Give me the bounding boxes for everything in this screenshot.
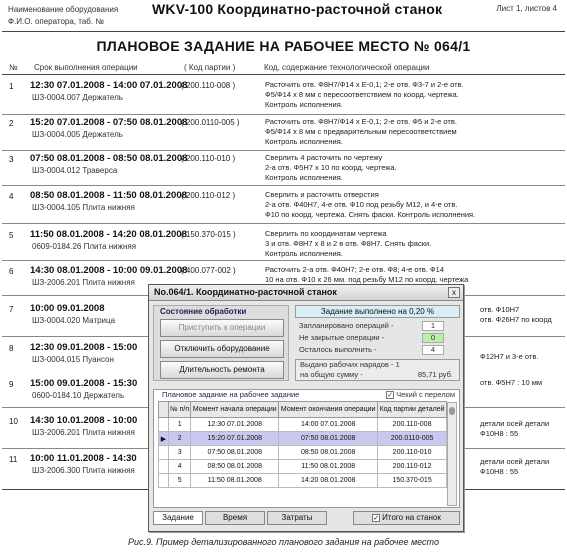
total-amount: 85,71 руб. [417,370,453,379]
document-title: WKV-100 Координатно-расточной станок [152,1,443,17]
op-line: Расточить отв. Ф8Н7/Ф14 х Е-0,1; 2-е отв. Ф3-7 и 2-е отв. [265,80,464,89]
repair-duration-button[interactable]: Длительность ремонта [160,361,284,379]
table-row[interactable] [159,474,447,488]
cell-code: 200.110-012 [378,460,447,474]
columns-rule [2,74,565,75]
op-line: детали осей детали [480,457,550,466]
operation-counts [295,321,460,357]
cell-code: 200.110-008 [378,418,447,432]
op-line: Контроль исполнения. [265,100,343,109]
disable-equipment-button[interactable]: Отключить оборудование [160,340,284,358]
close-icon[interactable]: x [448,287,460,298]
planned-value: 1 [422,321,444,331]
row-rule [2,114,565,115]
op-line: Расточить отв. Ф8Н7/Ф14 х Е-0,1; 2-е отв. Ф5 и 2-е отв. [265,117,457,126]
row-operation [265,153,397,183]
row-rule [2,150,565,151]
row-number: 1 [9,82,14,91]
plan-table-label: Плановое задание на рабочее задание [162,390,300,399]
tab-task[interactable]: Задание [153,511,203,525]
plan-table [158,401,447,488]
op-line: Сверлить по координатам чертежа [265,229,387,238]
plan-table-panel [153,389,460,508]
pointer-col [159,402,169,418]
remaining-count-line [295,345,460,356]
row-part: ШЗ-0004.015 Пуансон [32,355,114,364]
op-line: Ф10Н8 : 55 [480,429,519,438]
col-start[interactable]: Момент начала операции [191,402,279,418]
op-line: отв. Ф26Н7 по коорд [480,315,552,324]
row-rule [2,223,565,224]
row-code: ( 400.077-002 ) [181,266,236,275]
open-label: Не закрытые операции - [299,333,385,342]
row-part: ШЗ-0004.105 Плита нижняя [32,203,135,212]
op-line: Сверлить 4 расточить по чертежу [265,153,383,162]
checkbox-icon[interactable]: ✓ [373,514,380,522]
completion-percent: Задание выполнено на 0,20 % [295,305,460,318]
row-operation [265,190,475,220]
row-operation-tail [480,457,549,477]
row-rule [2,185,565,186]
op-line: 3 и отв. Ф8Н7 х 8 и 2 в отв. Ф8Н7. Снять фаски. [265,239,432,248]
total-label: на общую сумму - [300,370,363,379]
col-header-operation: Код, содержание технологической операции [264,63,430,72]
row-operation-tail [480,352,538,362]
tab-machine-total[interactable] [353,511,460,525]
row-time: 08:50 08.01.2008 - 11:50 08.01.2008 [30,190,187,201]
op-line: отв. Ф10Н7 [480,305,520,314]
row-number: 11 [9,455,18,464]
row-part: 0600-0184.10 Держатель [32,391,125,400]
start-operation-button[interactable]: Приступить к операции [160,319,284,337]
tab-total-label: Итого на станок [382,513,441,522]
col-header-code: ( Код партии ) [184,63,236,72]
document-heading: ПЛАНОВОЕ ЗАДАНИЕ НА РАБОЧЕЕ МЕСТО № 064/1 [96,38,471,54]
cell-end: 07:50 08.01.2008 [279,432,378,446]
tab-costs[interactable]: Затраты [267,511,327,525]
row-time: 14:30 08.01.2008 - 10:00 09.01.2008 [30,265,188,276]
planned-label: Запланировано операций - [299,321,394,330]
row-part: ШЗ-2006.201 Плита нижняя [32,278,135,287]
row-pointer-icon: ▶ [159,432,169,446]
cell-end: 14:00 07.01.2008 [279,418,378,432]
row-number: 4 [9,192,14,201]
filter-checkbox-label: Чекий с перелом [396,390,455,399]
col-end[interactable]: Момент окончания операции [279,402,378,418]
op-line: Ф5/Ф14 х 8 мм с пересоответствием по коорд. чертежа. [265,90,459,99]
row-number: 7 [9,305,14,314]
window-titlebar[interactable] [149,285,463,301]
row-operation [265,265,468,285]
row-time: 10:00 11.01.2008 - 14:30 [30,453,137,464]
row-number: 6 [9,267,14,276]
row-operation-tail [480,378,542,388]
remaining-value: 4 [422,345,444,355]
issued-line: Выдано рабочих нарядов - 1 [300,360,400,369]
row-time: 07:50 08.01.2008 - 08:50 08.01.2008 [30,153,188,164]
table-scrollbar[interactable] [447,402,457,506]
figure-caption: Рис.9. Пример детализированного планового задания на рабочее место [128,537,439,547]
row-code: ( 150.370-015 ) [181,230,236,239]
window-title: No.064/1. Координатно-расточной станок [154,287,337,297]
op-line: Ф10Н8 : 55 [480,467,519,476]
op-line: Ф10 по коорд. чертежа. Снять фаски. Контроль исполнения. [265,210,476,219]
row-rule [2,260,565,261]
op-line: 10 на отв. Ф10 х 26 мм. под резьбу М12 по коорд. чертежа [265,275,469,284]
table-row[interactable] [159,418,447,432]
header-labels [8,4,118,28]
row-operation-tail [480,305,552,325]
tab-time[interactable]: Время [205,511,265,525]
cell-no: 2 [169,432,191,446]
cell-code: 200.0110-005 [378,432,447,446]
table-row[interactable] [159,446,447,460]
operator-label: Ф.И.О. оператора, таб. № [8,17,104,26]
op-line: Ф12Н7 и 3-е отв. [480,352,539,361]
row-code: ( 200.110-010 ) [181,154,236,163]
op-line: 2-а отв. Ф40Н7, 4-е отв. Ф10 под резьбу М12, и 4-е отв. [265,200,458,209]
table-header-row [159,402,447,418]
col-no[interactable]: № п/п [169,402,191,418]
state-label: Состояние обработки [160,307,247,316]
op-line: отв. Ф5Н7 : 10 мм [480,378,543,387]
row-pointer [159,474,169,488]
row-time: 15:20 07.01.2008 - 07:50 08.01.2008 [30,117,188,128]
row-time: 15:00 09.01.2008 - 15:30 [30,378,138,389]
row-time: 12:30 09.01.2008 - 15:00 [30,342,138,353]
checkbox-icon[interactable]: ✓ [387,392,394,400]
cell-start: 07:50 08.01.2008 [191,446,279,460]
op-line: Расточить 2-а отв. Ф40Н7; 2-е отв. Ф8; 4-е отв. Ф14 [265,265,444,274]
cell-no: 4 [169,460,191,474]
row-number: 8 [9,344,14,353]
row-part: ШЗ-2006.300 Плита нижняя [32,466,135,475]
header-rule [2,31,565,32]
col-code[interactable]: Код партии деталей [378,402,447,418]
row-number: 3 [9,155,14,164]
row-part: 0609-0184.26 Плита нижняя [32,242,137,251]
op-line: Сверлить и расточить отверстия [265,190,379,199]
cell-no: 1 [169,418,191,432]
cell-end: 08:50 08.01.2008 [279,446,378,460]
cell-end: 14:20 08.01.2008 [279,474,378,488]
row-number: 5 [9,231,14,240]
row-time: 11:50 08.01.2008 - 14:20 08.01.2008 [30,229,187,240]
row-code: ( 200.110-012 ) [181,191,236,200]
row-time: 10:00 09.01.2008 [30,303,105,314]
row-operation [265,117,457,147]
cell-code: 200.110-010 [378,446,447,460]
row-part: ШЗ-2006.201 Плита нижняя [32,428,135,437]
col-header-no: № [9,63,18,72]
table-row[interactable] [159,460,447,474]
open-value: 0 [422,333,444,343]
op-line: Ф5/Ф14 х 8 мм с предварительным пересоответствием [265,127,457,136]
op-line: 2-а отв. Ф5Н7 х 10 по коорд. чертежа. [265,163,397,172]
op-line: Контроль исполнения. [265,249,343,258]
cell-code: 150.370-015 [378,474,447,488]
row-code: ( 200.110-008 ) [181,81,236,90]
op-line: детали осей детали [480,419,550,428]
open-count-line [295,333,460,344]
row-operation [265,80,464,110]
row-part: ШЗ-0004.020 Матрица [32,316,116,325]
cell-start: 12:30 07.01.2008 [191,418,279,432]
row-part: ШЗ-0004.005 Держатель [32,130,123,139]
remaining-label: Осталось выполнить - [299,345,377,354]
work-orders-issued [295,359,460,381]
cell-end: 11:50 08.01.2008 [279,460,378,474]
op-line: Контроль исполнения. [265,137,343,146]
row-operation-tail [480,419,549,439]
row-number: 9 [9,380,14,389]
row-time: 12:30 07.01.2008 - 14:00 07.01.2008 [30,80,188,91]
row-code: ( 200.0110-005 ) [181,118,240,127]
row-number: 2 [9,119,14,128]
cell-no: 3 [169,446,191,460]
op-line: Контроль исполнения. [265,173,343,182]
equipment-label: Наименование оборудования [8,5,119,14]
row-pointer [159,446,169,460]
row-time: 14:30 10.01.2008 - 10:00 [30,415,138,426]
processing-state-panel [153,305,289,381]
row-part: ШЗ-0004.007 Держатель [32,93,123,102]
cell-start: 15:20 07.01.2008 [191,432,279,446]
machine-window [148,284,464,532]
cell-start: 08:50 08.01.2008 [191,460,279,474]
row-part: ШЗ-0004.012 Траверса [32,166,118,175]
scroll-thumb[interactable] [449,407,455,415]
planned-count-line [295,321,460,332]
sheet-counter: Лист 1, листов 4 [496,4,557,13]
row-operation [265,229,431,259]
cell-start: 11:50 08.01.2008 [191,474,279,488]
cell-no: 5 [169,474,191,488]
filter-checkbox-wrap[interactable] [386,390,455,399]
row-number: 10 [9,417,18,426]
col-header-time: Срок выполнения операции [34,63,138,72]
row-pointer [159,460,169,474]
row-pointer [159,418,169,432]
table-row[interactable] [159,432,447,446]
